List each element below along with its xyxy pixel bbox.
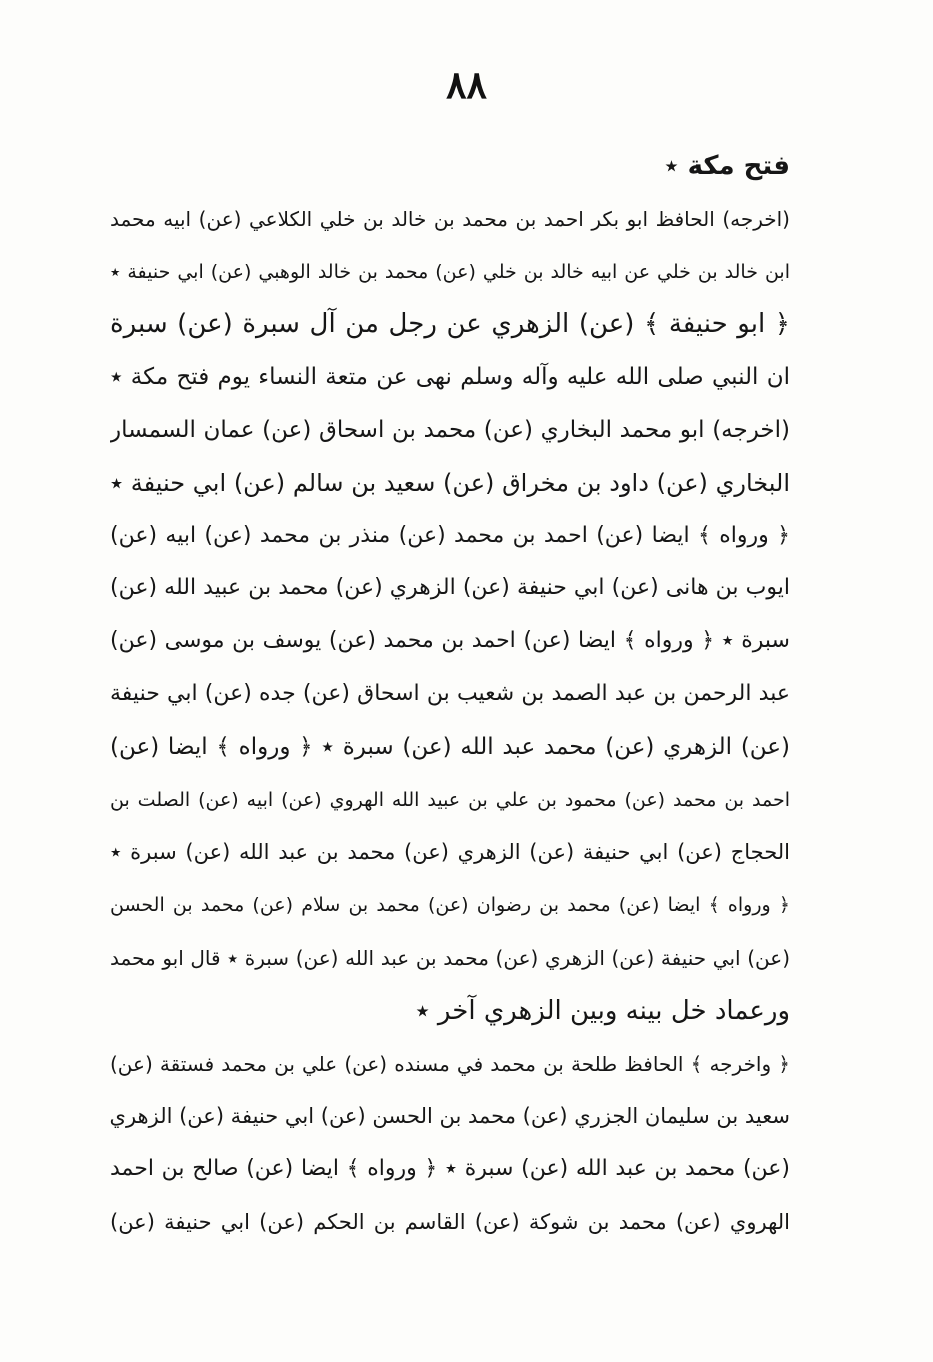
text-line: ﴿ واخرجه ﴾ الحافظ طلحة بن محمد في مسنده (عن) علي بن محمد فستقة (عن) (110, 1051, 790, 1076)
text-line: عبد الرحمن بن عبد الصمد بن شعيب بن اسحاق (عن) جده (عن) ابي حنيفة (110, 680, 790, 706)
text-line: ابن خالد بن خلي عن ابيه خالد بن خلي (عن) محمد بن خالد الوهبي (عن) ابي حنيفة ٭ (110, 260, 790, 283)
text-line: الحجاج (عن) ابي حنيفة (عن) الزهري (عن) محمد بن عبد الله (عن) سبرة ٭ (110, 840, 790, 865)
text-line: الهروي (عن) محمد بن شوكة (عن) القاسم بن الحكم (عن) ابي حنيفة (عن) (110, 1209, 790, 1234)
text-line: (عن) ابي حنيفة (عن) الزهري (عن) محمد بن عبد الله (عن) سبرة ٭ قال ابو محمد (110, 945, 790, 970)
text-line: ﴿ ابو حنيفة ﴾ (عن) الزهري عن رجل من آل سبرة (عن) سبرة (110, 309, 790, 340)
text-line: (عن) الزهري (عن) محمد عبد الله (عن) سبرة ٭ ﴿ ورواه ﴾ ايضا (عن) (110, 733, 790, 760)
text-line: (اخرجه) الحافظ ابو بكر احمد بن محمد بن خالد بن خلي الكلاعي (عن) ابيه محمد (110, 206, 790, 231)
text-line: ان النبي صلى الله عليه وآله وسلم نهى عن متعة النساء يوم فتح مكة ٭ (110, 364, 790, 391)
text-line: (عن) محمد بن عبد الله (عن) سبرة ٭ ﴿ ورواه ﴾ ايضا (عن) صالح بن احمد (110, 1156, 790, 1182)
text-line: البخاري (عن) داود بن مخراق (عن) سعيد بن سالم (عن) ابي حنيفة ٭ (110, 468, 790, 497)
text-line: ايوب بن هانى (عن) ابي حنيفة (عن) الزهري (عن) محمد بن عبيد الله (عن) (110, 575, 790, 601)
text-line: احمد بن محمد (عن) محمود بن علي بن عبيد الله الهروي (عن) ابيه (عن) الصلت بن (110, 788, 790, 811)
section-heading: فتح مكة ٭ (664, 151, 790, 181)
page-number: ٨٨ (446, 62, 487, 107)
text-line: (اخرجه) ابو محمد البخاري (عن) محمد بن اسحاق (عن) عمان السمسار (110, 416, 790, 443)
text-line: ورعماد خل بينه وبين الزهري آخر ٭ (415, 995, 790, 1026)
text-line: سعيد بن سليمان الجزري (عن) محمد بن الحسن (عن) ابي حنيفة (عن) الزهري (110, 1104, 790, 1129)
text-line: ﴿ ورواه ﴾ ايضا (عن) احمد بن محمد (عن) منذر بن محمد (عن) ابيه (عن) (110, 522, 790, 548)
body-text (110, 140, 790, 1249)
text-line: سبرة ٭ ﴿ ورواه ﴾ ايضا (عن) احمد بن محمد (عن) يوسف بن موسى (عن) (110, 628, 790, 654)
text-line: ﴿ ورواه ﴾ ايضا (عن) محمد بن رضوان (عن) محمد بن سلام (عن) محمد بن الحسن (110, 894, 790, 917)
